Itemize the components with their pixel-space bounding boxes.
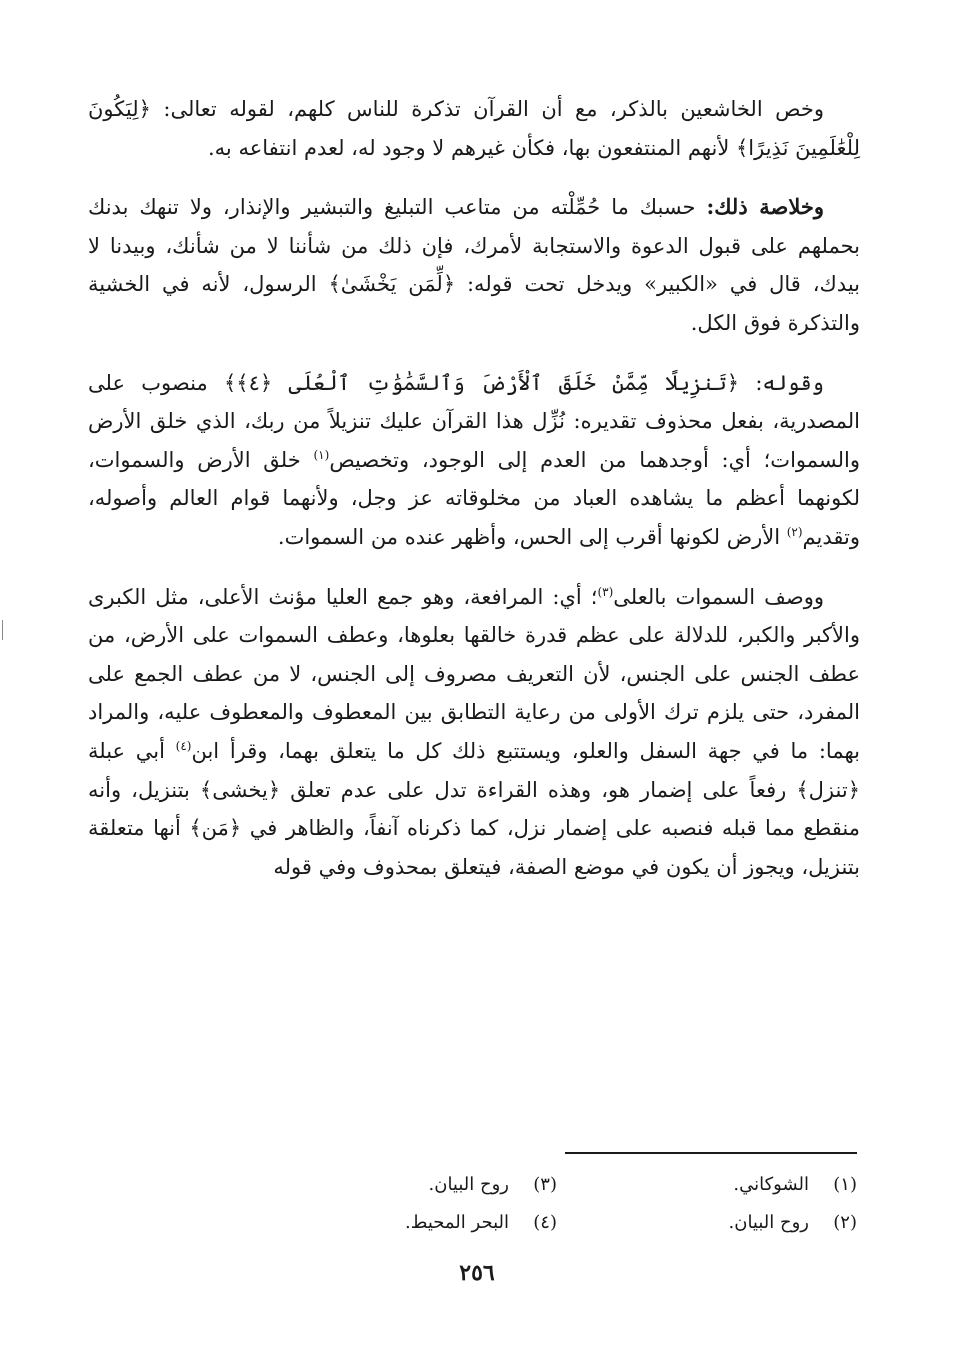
footnote-ref-1[interactable]: (١) [313, 447, 330, 462]
footnote-1-text: الشوكاني. [733, 1174, 809, 1195]
footnote-4-text: البحر المحيط. [405, 1212, 509, 1233]
paragraph-3-text-a: وقوله: ﴿تَنزِيلًا مِّمَّنْ خَلَقَ ٱلْأَرْضَ وَٱلسَّمَٰوَٰتِ ٱلْعُلَى ﴿٤﴾﴾ منصوب على المصدرية، بفعل محذوف تقديره: نُزِّل هذا القرآن عليك تنزيلاً من ربك، الذي خلق الأرض والسموات؛ أي: أوجدهما من العدم إلى الوجود، وتخصيص [88, 370, 860, 472]
footnote-4 [297, 1204, 557, 1242]
footnote-3-text: روح البيان. [428, 1174, 509, 1195]
paragraph-1-text: وخص الخاشعين بالذكر، مع أن القرآن تذكرة للناس كلهم، لقوله تعالى: ﴿لِيَكُونَ لِلْعَٰلَمِينَ نَذِيرًا﴾ لأنهم المنتفعون بها، فكأن غيرهم لا وجود له، لعدم انتفاعه به. [88, 97, 860, 160]
paragraph-3-text-c: الأرض لكونها أقرب إلى الحس، وأظهر عنده من السموات. [277, 524, 787, 549]
footnote-3 [297, 1166, 557, 1204]
paragraph-4-text-a: ووصف السموات بالعلى [613, 584, 824, 609]
paragraph-3 [88, 364, 860, 557]
footnote-separator [565, 1152, 857, 1154]
summary-heading: وخلاصة ذلك: [706, 194, 824, 220]
footnote-2-number: (٢) [833, 1212, 857, 1233]
paragraph-4-text-c: أبي عبلة ﴿تنزل﴾ رفعاً على إضمار هو، وهذه القراءة تدل على عدم تعلق ﴿يخشى﴾ بتنزيل، وأنه منقطع مما قبله فنصبه على إضمار نزل، كما ذكرناه آنفاً، والظاهر في ﴿مَن﴾ أنها متعلقة بتنزيل، ويجوز أن يكون في موضع الصفة، فيتعلق بمحذوف وفي قوله [88, 738, 860, 879]
margin-mark [2, 620, 8, 640]
paragraph-1 [88, 90, 860, 167]
footnotes-column-right [597, 1166, 857, 1242]
paragraph-2 [88, 188, 860, 342]
paragraph-2-text: حسبك ما حُمِّلْته من متاعب التبليغ والتبشير والإنذار، ولا تنهك بدنك بحملهم على قبول الدعوة والاستجابة لأمرك، فإن ذلك من شأننا لا من شأنك، وبيدنا لا بيدك، قال في «الكبير» ويدخل تحت قوله: ﴿لِّمَن يَخْشَىٰ﴾ الرسول، لأنه في الخشية والتذكرة فوق الكل. [88, 195, 860, 335]
footnote-ref-4[interactable]: (٤) [175, 738, 192, 753]
footnote-4-number: (٤) [533, 1212, 557, 1233]
footnote-1-number: (١) [833, 1174, 857, 1195]
footnote-ref-3[interactable]: (٣) [597, 584, 614, 599]
footnotes-column-left [297, 1166, 557, 1242]
footnote-2 [597, 1204, 857, 1242]
footnote-2-text: روح البيان. [728, 1212, 809, 1233]
footnote-ref-2[interactable]: (٢) [786, 524, 803, 539]
main-text [88, 90, 860, 907]
paragraph-4-text-b: ؛ أي: المرافعة، وهو جمع العليا مؤنث الأعلى، مثل الكبرى والأكبر والكبر، للدلالة على عظم قدرة خالقها بعلوها، وعطف السموات على الأرض، من عطف الجنس على الجنس، لأن التعريف مصروف إلى الجنس، لا من عطف الجمع على المفرد، حتى يلزم ترك الأولى من رعاية التطابق بين المعطوف والمعطوف عليه، والمراد بهما: ما في جهة السفل والعلو، ويستتبع ذلك كل ما يتعلق بهما، وقرأ ابن [88, 584, 860, 763]
paragraph-4 [88, 578, 860, 887]
paragraph-3-text-b: خلق الأرض والسموات، لكونهما أعظم ما يشاهده العباد من مخلوقاته عز وجل، ولأنهما قوام العالم وأصوله، وتقديم [88, 447, 860, 549]
footnote-3-number: (٣) [533, 1174, 557, 1195]
page-number: ٢٥٦ [459, 1260, 495, 1286]
footnote-1 [597, 1166, 857, 1204]
